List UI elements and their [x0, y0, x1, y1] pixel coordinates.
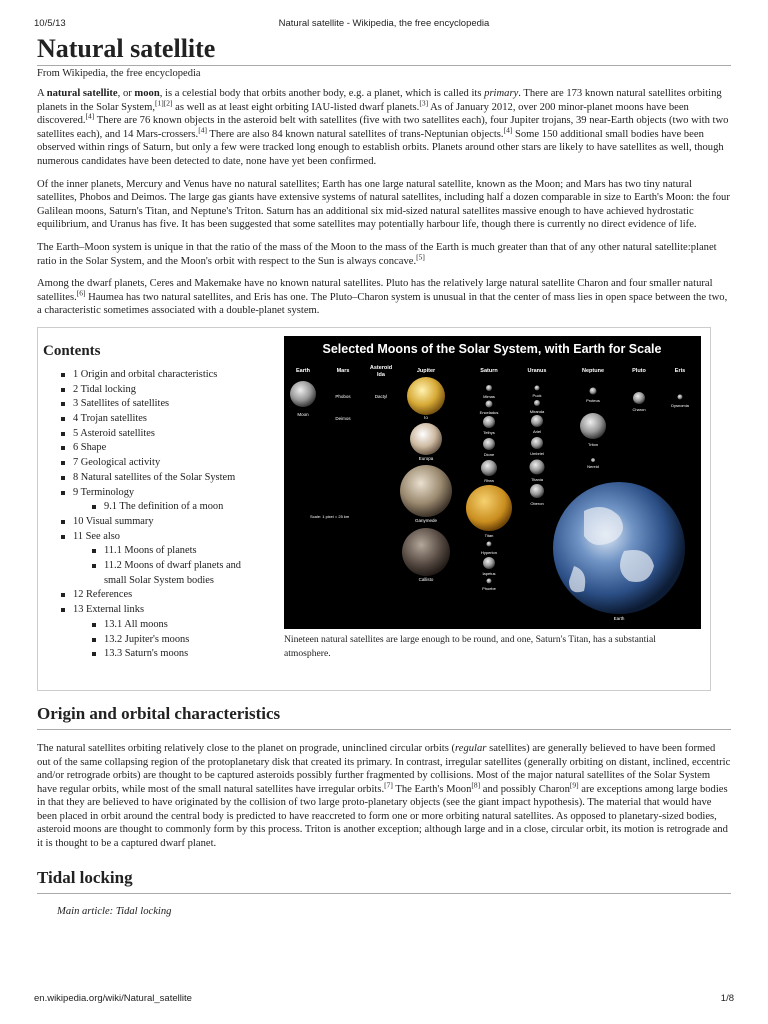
tethys-label: Tethys — [483, 429, 495, 435]
moon-label: Moon — [297, 411, 309, 417]
text-run: Among the dwarf planets, Ceres and Makemake have no known natural satellites. Pluto has the relatively large natural satellite Charon and four smaller natural satellites. — [37, 278, 713, 303]
moons-image[interactable] — [284, 336, 701, 629]
column-label: Saturn — [480, 367, 498, 374]
column-label: Mars — [336, 367, 350, 374]
toc-item[interactable] — [41, 588, 279, 603]
section-heading: Origin and orbital characteristics — [37, 703, 731, 730]
toc-item[interactable] — [41, 383, 279, 398]
column-label: Asteroid — [369, 364, 393, 371]
tethys-globe — [483, 416, 495, 428]
puck-globe — [535, 385, 540, 390]
phoebe-globe — [487, 578, 492, 583]
page-title: Natural satellite — [37, 34, 731, 66]
toc-item-label[interactable]: 7 Geological activity — [73, 457, 161, 469]
reference-link[interactable]: [3] — [419, 98, 429, 108]
callisto-globe — [402, 528, 450, 576]
toc-item[interactable] — [41, 397, 279, 412]
deimos-label: Deimos — [335, 415, 351, 421]
text-run: , is a celestial body that orbits another body, e.g. a planet, which is called its — [159, 88, 485, 99]
toc-item-label[interactable]: 11.2 Moons of dwarf planets and — [104, 560, 241, 572]
toc-subitem[interactable] — [41, 647, 279, 662]
enceladus-label: Enceladus — [479, 409, 499, 415]
intro-paragraph-4 — [37, 277, 731, 318]
ariel-globe — [531, 415, 543, 427]
reference-link[interactable]: [4] — [503, 125, 513, 135]
column-label: Ida — [377, 371, 385, 378]
toc-item-label[interactable]: small Solar System bodies — [104, 574, 214, 586]
hyperion-label: Hyperion — [480, 549, 498, 555]
reference-link[interactable]: [6] — [76, 288, 86, 298]
column-label: Uranus — [527, 367, 547, 374]
oberon-label: Oberon — [530, 500, 544, 506]
dactyl-label: Dactyl — [374, 393, 388, 399]
moons-figure — [284, 336, 702, 661]
toc-title: Contents — [43, 342, 101, 359]
toc-item-label[interactable]: 4 Trojan satellites — [73, 413, 147, 425]
proteus-label: Proteus — [586, 397, 600, 403]
ganymede-globe — [400, 465, 452, 517]
toc-subitem[interactable] — [41, 500, 279, 515]
toc-item[interactable] — [41, 471, 279, 486]
iapetus-label: Iapetus — [482, 570, 496, 576]
toc-item-label[interactable]: 6 Shape — [73, 442, 107, 454]
toc-item-label[interactable]: 9 Terminology — [73, 486, 135, 498]
column-label: Pluto — [632, 367, 646, 374]
toc-item[interactable] — [41, 515, 279, 530]
print-url: en.wikipedia.org/wiki/Natural_satellite — [34, 993, 192, 1004]
phobos-label: Phobos — [335, 393, 351, 399]
earth-label: Earth — [613, 615, 625, 621]
ganymede-label: Ganymede — [414, 517, 438, 523]
reference-link[interactable]: [4] — [198, 125, 207, 135]
text-run: As of January 2012, over 200 minor-planet moons have been discovered. — [37, 101, 689, 127]
column-label: Eris — [674, 367, 686, 374]
toc-item-label[interactable]: 13.3 Saturn's moons — [104, 648, 189, 660]
reference-link[interactable]: [1][2] — [155, 98, 173, 108]
print-page-number: 1/8 — [720, 993, 734, 1004]
toc-item-label[interactable]: 8 Natural satellites of the Solar System — [73, 471, 236, 483]
toc-item-label[interactable]: 5 Asteroid satellites — [73, 427, 155, 439]
text-run: The natural satellites orbiting relatively close to the planet on prograde, uninclined circular orbits ( — [37, 742, 456, 754]
text-run: Haumea has two natural satellites, and Eris has one. The Pluto–Charon system is unusual in that the center of mass lies in open space between the two, a characteristic sometimes associated with a double-planet system. — [37, 291, 728, 317]
miranda-label: Miranda — [529, 408, 545, 414]
text-run: as well as at least eight orbiting IAU-listed dwarf planets. — [172, 101, 420, 113]
nereid-label: Nereid — [587, 463, 599, 469]
oberon-globe — [530, 484, 544, 498]
europa-globe — [410, 423, 442, 455]
print-header — [34, 18, 734, 30]
europa-label: Europa — [418, 455, 434, 461]
section-heading: Tidal locking — [37, 867, 731, 894]
figure-caption: Nineteen natural satellites are large enough to be round, and one, Saturn's Titan, has a substantial atmosphere. — [284, 633, 656, 659]
toc-subitem[interactable] — [41, 633, 279, 648]
mimas-label: Mimas — [483, 393, 495, 399]
toc-item-label[interactable]: 9.1 The definition of a moon — [104, 501, 224, 513]
toc-subitem[interactable] — [41, 559, 279, 588]
text-run: and possibly Charon — [480, 783, 570, 795]
print-date: 10/5/13 — [34, 18, 66, 29]
dysnomia-globe — [678, 394, 683, 399]
text-run: Some 150 additional small bodies have been observed within rings of Saturn, but only a few were tracked long enough to establish orbits. Planets around other stars are likely to have satellites as well, though numerous candidates have been detected to date, none have yet been confirmed. — [37, 128, 724, 167]
intro-paragraph-3 — [37, 241, 731, 268]
text-run: The Earth's Moon — [392, 783, 472, 795]
italic-term: primary — [484, 88, 519, 99]
italic-term: regular — [455, 742, 487, 754]
reference-link[interactable]: [7] — [384, 780, 393, 790]
mimas-globe — [486, 385, 492, 391]
bold-term: natural satellite — [46, 88, 118, 99]
intro-paragraph-2: Of the inner planets, Mercury and Venus have no natural satellites; Earth has one large natural satellite, known as the Moon; and Mars has two tiny natural satellites, Phobos and Deimos. The large gas giants have extensive systems of natural satellites, including half a dozen comparable in size to Earth's Moon: the four Galilean moons, Saturn's Titan, and Neptune's Triton. Saturn has an additional six mid-sized natural satellites massive enough to have achieved hydrostatic equilibrium, and Uranus has five. It has been suggested that some satellites may potentially harbour life, though there is currently no direct evidence of life. — [37, 178, 730, 231]
toc-item-label[interactable]: 2 Tidal locking — [73, 383, 136, 395]
triton-globe — [580, 413, 606, 439]
text-run: There are 76 known objects in the asteroid belt with satellites (five with two satellites each), four Jupiter trojans, 39 near-Earth objects (two with two satellites each), and 14 Mars-crossers. — [37, 115, 729, 140]
toc-item-label[interactable]: 3 Satellites of satellites — [73, 398, 170, 410]
print-footer — [34, 993, 734, 1005]
titania-label: Titania — [531, 476, 543, 482]
tagline: From Wikipedia, the free encyclopedia — [37, 68, 201, 79]
charon-label: Charon — [632, 406, 646, 412]
enceladus-globe — [486, 400, 493, 407]
reference-link[interactable]: [4] — [85, 111, 95, 121]
image-title: Selected Moons of the Solar System, with Earth for Scale — [322, 341, 662, 356]
io-globe — [407, 377, 445, 415]
umbriel-globe — [531, 437, 543, 449]
toc-item-label[interactable]: 11 See also — [73, 530, 120, 542]
text-run: are exceptions among large bodies in that they are believed to have originated by the collision of two large proto-planetary objects (see the giant impact hypothesis). The material that would have been placed in orbit around the central body is predicted to have reaccreted to form one or more orbiting natural satellites. As opposed to planetary-sized bodies, asteroid moons are thought to commonly form by this process. Triton is another exception; although large and in a close, circular orbit, its motion is retrograde and it is thought to be a captured dwarf planet. — [37, 783, 728, 850]
titan-globe — [466, 485, 512, 531]
column-label: Neptune — [582, 367, 604, 374]
titania-globe — [530, 459, 545, 474]
toc-item-label[interactable]: 11.1 Moons of planets — [104, 545, 197, 557]
column-label: Earth — [295, 367, 311, 374]
bold-term: moon — [134, 88, 160, 99]
scale-label: Scale: 1 pixel = 25 km — [310, 513, 350, 519]
charon-globe — [633, 392, 645, 404]
rhea-globe — [481, 460, 497, 476]
toc-item[interactable] — [41, 368, 279, 383]
print-title: Natural satellite - Wikipedia, the free encyclopedia — [278, 18, 490, 29]
main-article-hatnote[interactable]: Main article: Tidal locking — [57, 905, 172, 917]
section-paragraph — [37, 742, 731, 851]
text-run: The Earth–Moon system is unique in that the ratio of the mass of the Moon to the mass of the Earth is much greater than that of any other natural satellite:planet ratio in the Solar System, and the Moon's orbit with respect to the Sun is always concave. — [37, 241, 717, 267]
toc-item[interactable] — [41, 603, 279, 618]
text-run: , or — [117, 88, 135, 99]
titan-label: Titan — [484, 532, 494, 538]
hyperion-globe — [487, 541, 492, 546]
toc-item[interactable] — [41, 412, 279, 427]
dysnomia-label: Dysnomia — [671, 402, 689, 408]
reference-link[interactable]: [9] — [569, 780, 579, 790]
toc-item[interactable] — [41, 441, 279, 456]
article-content — [37, 34, 731, 917]
toc-item-label[interactable]: 10 Visual summary — [73, 515, 154, 527]
toc-item-label[interactable]: 1 Origin and orbital characteristics — [73, 368, 218, 380]
toc-item[interactable] — [41, 427, 279, 442]
io-label: Io — [424, 414, 428, 420]
toc-item[interactable] — [41, 486, 279, 501]
miranda-globe — [534, 400, 540, 406]
ariel-label: Ariel — [532, 428, 542, 434]
umbriel-label: Umbriel — [530, 450, 544, 456]
column-label: Jupiter — [416, 367, 436, 374]
puck-label: Puck — [532, 392, 542, 398]
toc-item-label[interactable]: 13.1 All moons — [104, 618, 168, 630]
text-run: There are also 84 known natural satellites of trans-Neptunian objects. — [206, 128, 504, 140]
toc-subitem[interactable] — [41, 544, 279, 559]
toc-item-label[interactable]: 13 External links — [73, 604, 144, 616]
table-of-contents — [41, 343, 279, 662]
reference-link[interactable]: [8] — [471, 780, 481, 790]
toc-item-label[interactable]: 12 References — [73, 589, 133, 601]
moons-illustration — [284, 336, 701, 629]
toc-item[interactable] — [41, 456, 279, 471]
proteus-globe — [590, 387, 597, 394]
phoebe-label: Phoebe — [482, 585, 496, 591]
toc-and-figure-box — [37, 327, 711, 691]
dione-label: Dione — [483, 451, 495, 457]
reference-link[interactable]: [5] — [416, 252, 425, 261]
nereid-globe — [591, 458, 595, 462]
rhea-label: Rhea — [484, 477, 494, 483]
toc-subitem[interactable] — [41, 618, 279, 633]
intro-paragraph-1 — [37, 87, 731, 169]
toc-item-label[interactable]: 13.2 Jupiter's moons — [104, 633, 190, 645]
text-run: satellites) are generally believed to have been formed out of the same collapsing region of the protoplanetary disk that created its primary. In contrast, irregular satellites (generally orbiting on distant, inclined, eccentric and/or retrograde orbits) are thought to be captured asteroids possibly further fragmented by collisions. Most of the major natural satellites of the Solar System have regular orbits, while most of the small natural satellites have irregular orbits. — [37, 742, 731, 795]
moon-globe — [290, 381, 316, 407]
earth-globe — [553, 482, 685, 614]
text-run: A — [37, 88, 47, 99]
text-run: . There are 173 known natural satellites orbiting planets in the Solar System, — [37, 88, 722, 113]
callisto-label: Callisto — [418, 576, 434, 582]
iapetus-globe — [483, 557, 495, 569]
dione-globe — [483, 438, 495, 450]
toc-item[interactable] — [41, 530, 279, 545]
triton-label: Triton — [587, 441, 599, 447]
toc-list — [41, 368, 279, 662]
